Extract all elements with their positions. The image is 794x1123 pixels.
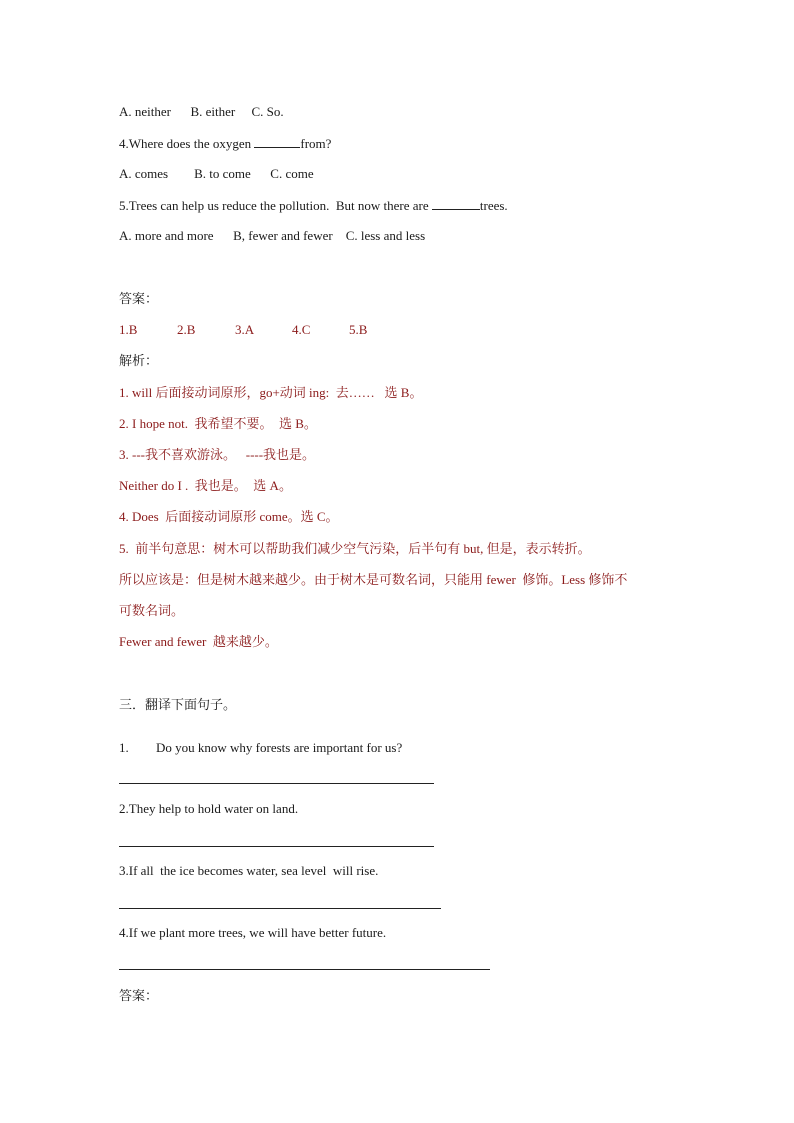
- answer-line-3[interactable]: [119, 908, 441, 909]
- sentence-3: 3.If all the ice becomes water, sea level will rise.: [119, 863, 379, 878]
- sentence-4: 4.If we plant more trees, we will have better future.: [119, 925, 387, 940]
- q5-text-before: 5.Trees can help us reduce the pollution. But now there are: [119, 198, 432, 213]
- answer-line-1[interactable]: [119, 783, 434, 784]
- section-3-title: 三．翻译下面句子。: [119, 697, 237, 712]
- q5-blank[interactable]: [432, 197, 480, 210]
- analysis-line-3: 3. ---我不喜欢游泳。 ----我也是。: [119, 447, 316, 462]
- q3-options: A. neither B. either C. So.: [119, 104, 284, 119]
- sentence-1-text: Do you know why forests are important for us?: [156, 740, 403, 755]
- q5-text-after: trees.: [479, 198, 508, 213]
- analysis-line-9: Fewer and fewer 越来越少。: [119, 634, 278, 649]
- q4-options: A. comes B. to come C. come: [119, 166, 314, 181]
- sentence-2: 2.They help to hold water on land.: [119, 801, 299, 816]
- q4-blank[interactable]: [254, 135, 300, 148]
- question-5: [119, 197, 508, 214]
- analysis-line-8: 可数名词。: [119, 603, 185, 618]
- analysis-line-7: 所以应该是：但是树木越来越少。由于树木是可数名词，只能用 fewer 修饰。Less 修饰不: [119, 572, 628, 587]
- analysis-line-1: 1. will 后面接动词原形，go+动词 ing: 去…… 选 B。: [119, 385, 423, 400]
- analysis-line-2: 2. I hope not. 我希望不要。 选 B。: [119, 416, 317, 431]
- analysis-label: 解析：: [119, 353, 159, 368]
- section-3-answers-label: 答案：: [119, 988, 159, 1003]
- sentence-1: [119, 740, 402, 756]
- answer-5: 5.B: [349, 322, 368, 337]
- answers-list: [119, 322, 367, 338]
- analysis-line-5: 4. Does 后面接动词原形 come。选 C。: [119, 509, 339, 524]
- q4-text-before: 4.Where does the oxygen: [119, 136, 255, 151]
- answer-line-4[interactable]: [119, 969, 490, 970]
- answer-3: 3.A: [235, 322, 255, 337]
- answers-label: 答案：: [119, 291, 159, 306]
- analysis-line-4: Neither do I . 我也是。 选 A。: [119, 478, 292, 493]
- answer-line-2[interactable]: [119, 846, 434, 847]
- analysis-line-6: 5. 前半句意思：树木可以帮助我们减少空气污染，后半句有 but, 但是，表示转折。: [119, 541, 591, 556]
- answer-4: 4.C: [292, 322, 311, 337]
- q4-text-after: from?: [300, 136, 332, 151]
- answer-2: 2.B: [177, 322, 196, 337]
- question-4: [119, 135, 331, 152]
- answer-1: 1.B: [119, 322, 138, 337]
- sentence-1-number: 1.: [119, 740, 129, 755]
- q5-options: A. more and more B, fewer and fewer C. less and less: [119, 228, 426, 243]
